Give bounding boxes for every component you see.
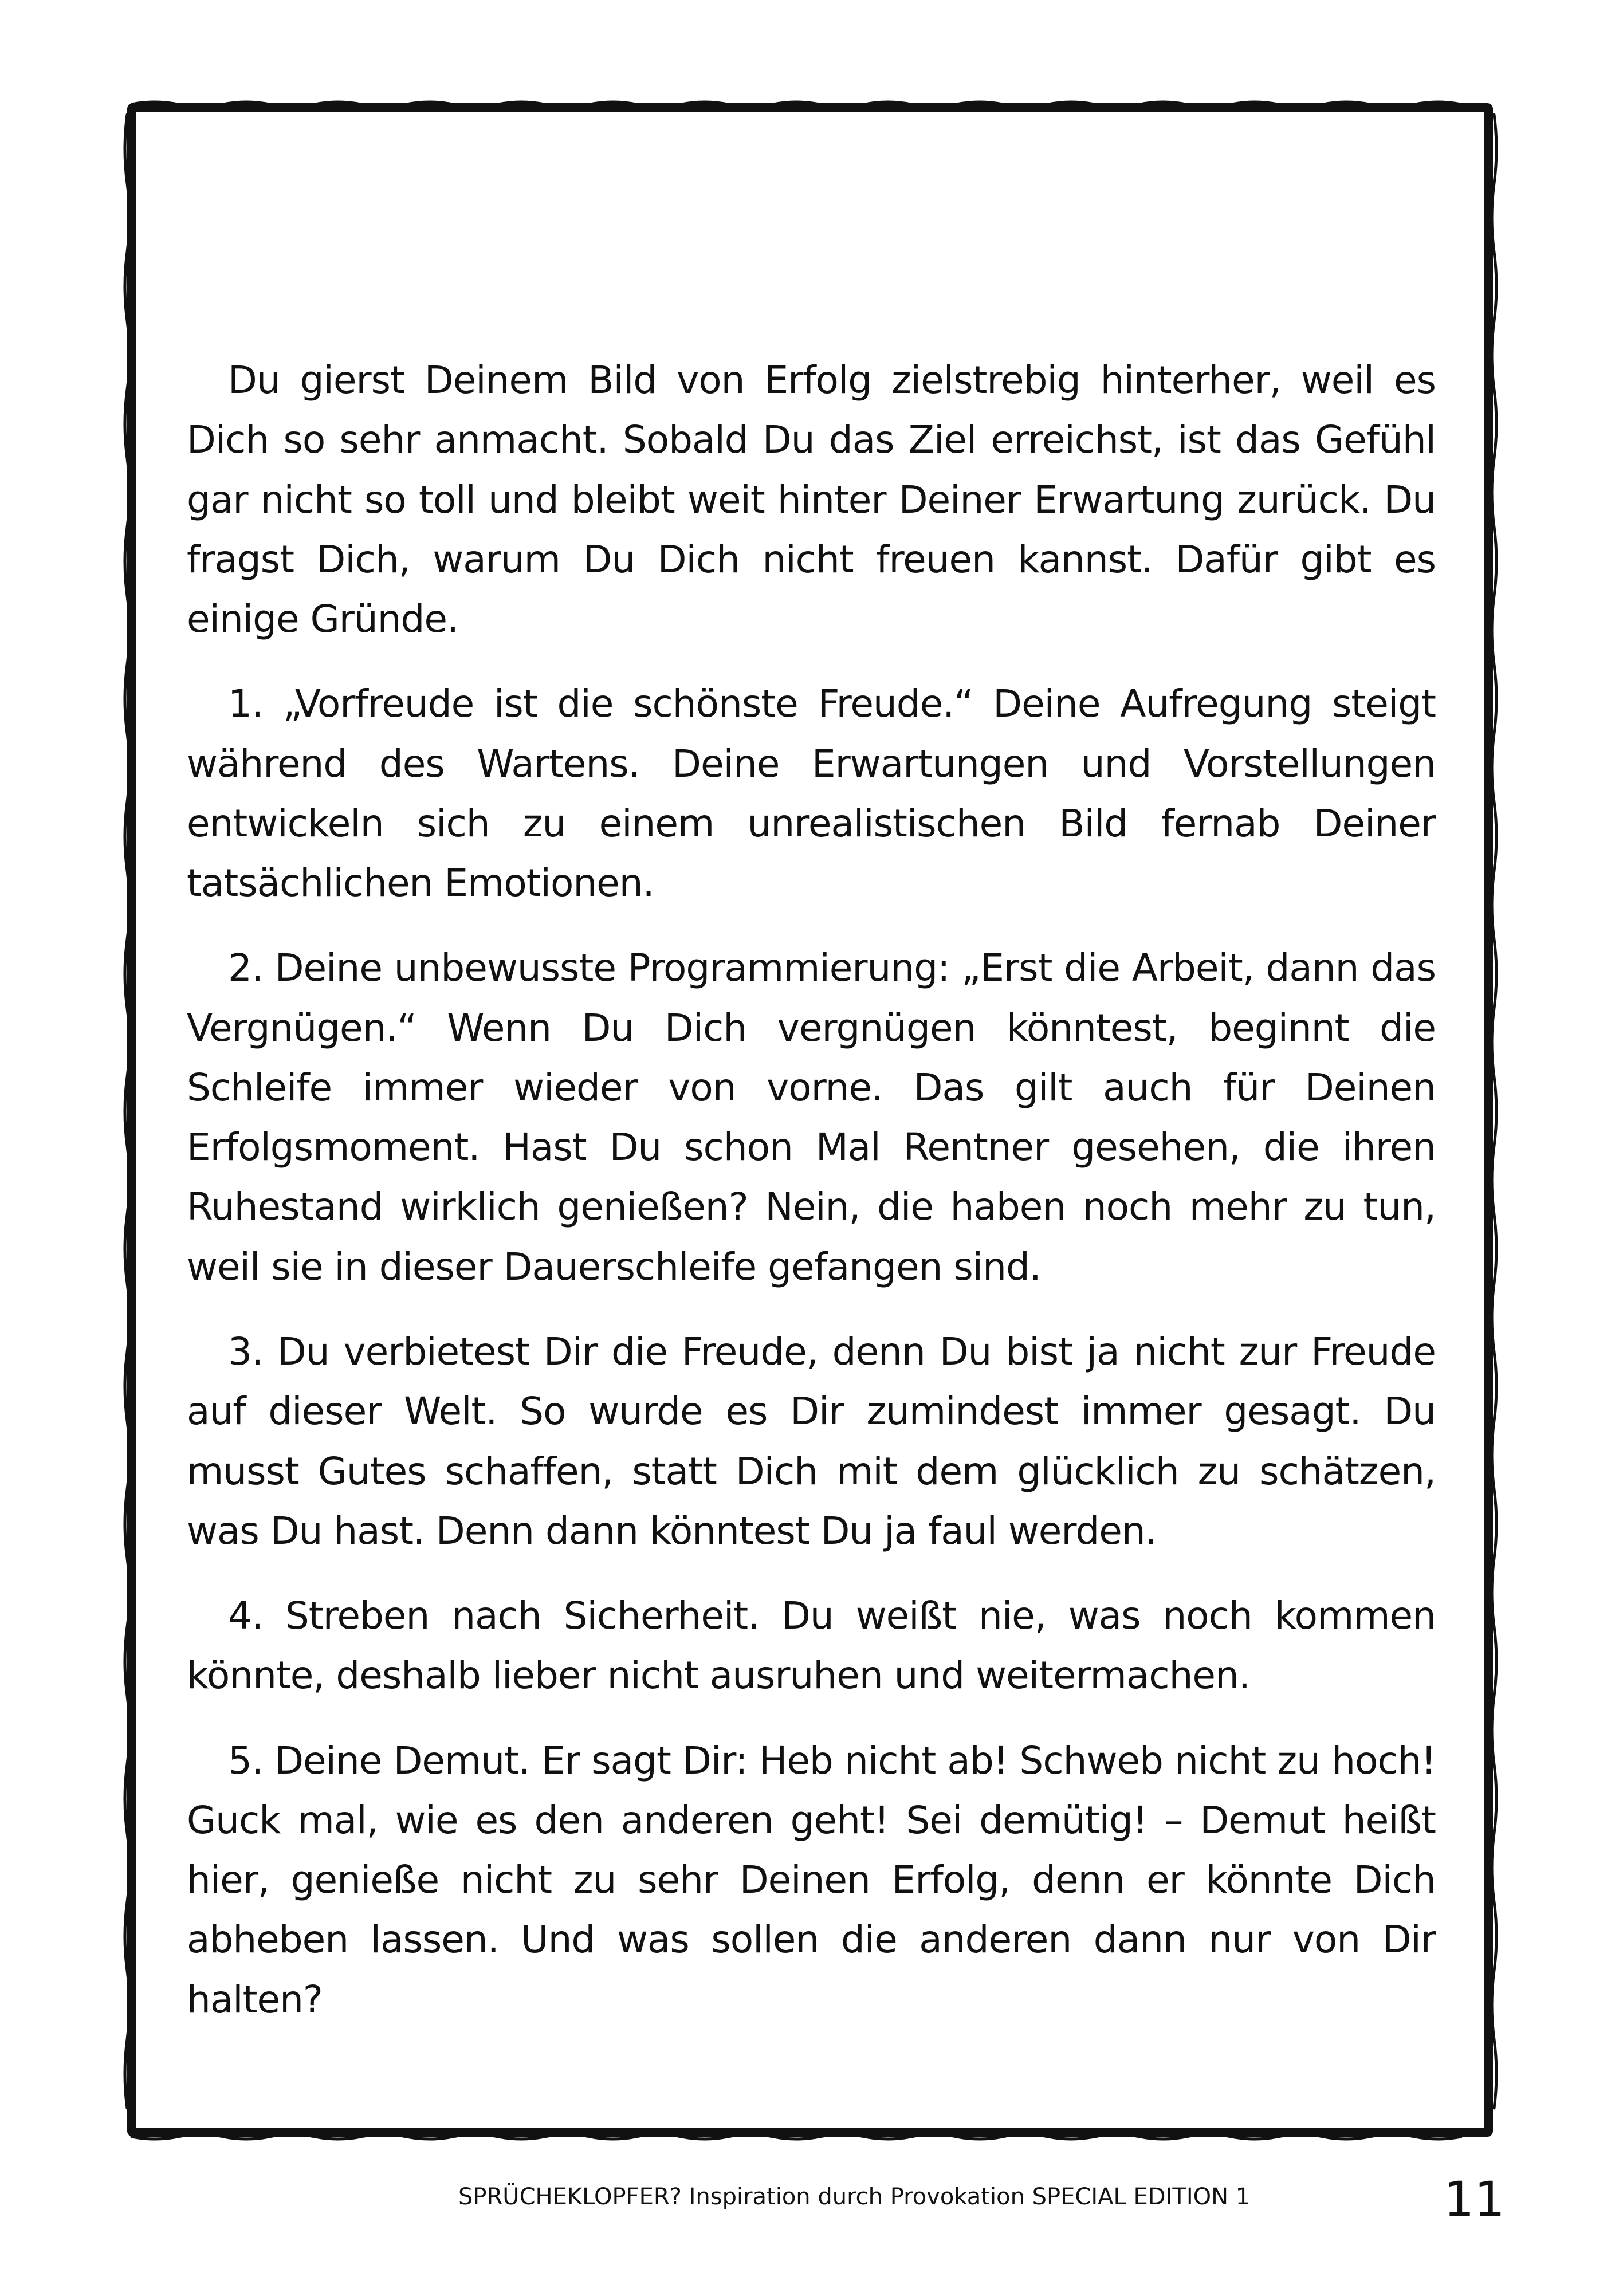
intro-paragraph: Du gierst Deinem Bild von Erfolg zielstrebig hinterher, weil es Dich so sehr anmacht. Sobald Du das Ziel erreichst, ist das Gefühl gar nicht so toll und bleibt weit hinter Deiner Erwartung zurück. Du fragst Dich, warum Du Dich nicht freuen kannst. Dafür gibt es einige Gründe. bbox=[187, 358, 1436, 642]
body-text bbox=[187, 351, 1436, 2055]
running-title: SPRÜCHEKLOPFER? Inspiration durch Provokation SPECIAL EDITION 1 bbox=[458, 2184, 1251, 2210]
page-number: 11 bbox=[1444, 2171, 1505, 2227]
reason-1-paragraph: 1. „Vorfreude ist die schönste Freude.“ Deine Aufregung steigt während des Wartens. Deine Erwartungen und Vorstellungen entwickeln sich zu einem unrealistischen Bild fernab Deiner tatsächlichen Emotionen. bbox=[187, 682, 1436, 906]
reason-4-paragraph: 4. Streben nach Sicherheit. Du weißt nie, was noch kommen könnte, deshalb lieber nicht ausruhen und weitermachen. bbox=[187, 1594, 1436, 1698]
page-footer bbox=[0, 2171, 1623, 2240]
reason-5-paragraph: 5. Deine Demut. Er sagt Dir: Heb nicht ab! Schweb nicht zu hoch! Guck mal, wie es den anderen geht! Sei demütig! – Demut heißt hier, genieße nicht zu sehr Deinen Erfolg, denn er könnte Dich abheben lassen. Und was sollen die anderen dann nur von Dir halten? bbox=[187, 1738, 1436, 2022]
reason-2-paragraph: 2. Deine unbewusste Programmierung: „Erst die Arbeit, dann das Vergnügen.“ Wenn Du Dich vergnügen könntest, beginnt die Schleife immer wieder von vorne. Das gilt auch für Deinen Erfolgsmoment. Hast Du schon Mal Rentner gesehen, die ihren Ruhestand wirklich genießen? Nein, die haben noch mehr zu tun, weil sie in dieser Dauerschleife gefangen sind. bbox=[187, 946, 1436, 1289]
reason-3-paragraph: 3. Du verbietest Dir die Freude, denn Du bist ja nicht zur Freude auf dieser Welt. So wurde es Dir zumindest immer gesagt. Du musst Gutes schaffen, statt Dich mit dem glücklich zu schätzen, was Du hast. Denn dann könntest Du ja faul werden. bbox=[187, 1329, 1436, 1553]
